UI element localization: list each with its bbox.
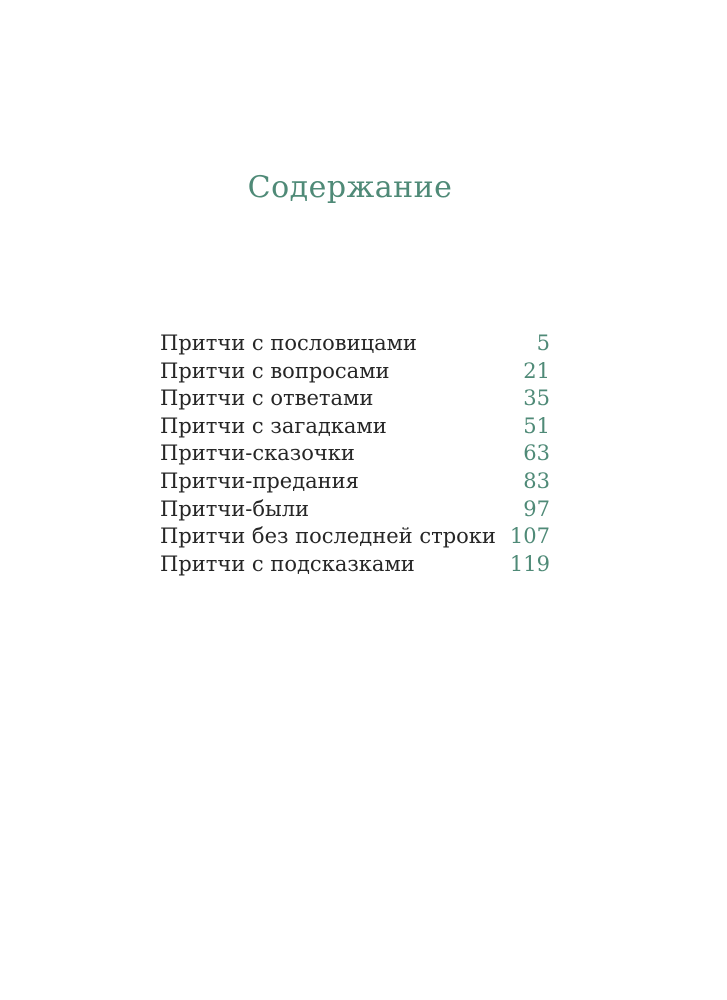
toc-entry-title: Притчи с подсказками xyxy=(160,551,415,576)
toc-entry-page: 63 xyxy=(523,441,550,466)
toc-entry[interactable] xyxy=(160,330,550,358)
toc-entry-title: Притчи с ответами xyxy=(160,386,374,411)
toc-entry[interactable] xyxy=(160,385,550,413)
toc-entry[interactable] xyxy=(160,496,550,524)
toc-entry[interactable] xyxy=(160,551,550,579)
toc-entry-title: Притчи с вопросами xyxy=(160,358,390,383)
toc-entry[interactable] xyxy=(160,523,550,551)
table-of-contents xyxy=(160,330,550,578)
toc-entry-page: 107 xyxy=(509,524,550,549)
toc-entry-title: Притчи-предания xyxy=(160,468,359,493)
toc-entry-title: Притчи с загадками xyxy=(160,413,387,438)
toc-entry-page: 97 xyxy=(523,496,550,521)
toc-entry-page: 83 xyxy=(523,468,550,493)
toc-entry-page: 51 xyxy=(523,413,550,438)
toc-entry-page: 119 xyxy=(509,551,550,576)
toc-entry[interactable] xyxy=(160,468,550,496)
toc-entry-title: Притчи-были xyxy=(160,496,310,521)
page-title: Содержание xyxy=(247,170,453,205)
toc-entry-title: Притчи с пословицами xyxy=(160,331,417,355)
toc-entry-title: Притчи без последней строки xyxy=(160,524,496,549)
toc-entry[interactable] xyxy=(160,358,550,386)
toc-entry-title: Притчи-сказочки xyxy=(160,441,355,466)
toc-entry[interactable] xyxy=(160,413,550,441)
toc-entry[interactable] xyxy=(160,440,550,468)
toc-entry-page: 21 xyxy=(523,358,550,383)
toc-entry-page: 35 xyxy=(523,386,550,411)
toc-entry-page: 5 xyxy=(536,331,550,355)
